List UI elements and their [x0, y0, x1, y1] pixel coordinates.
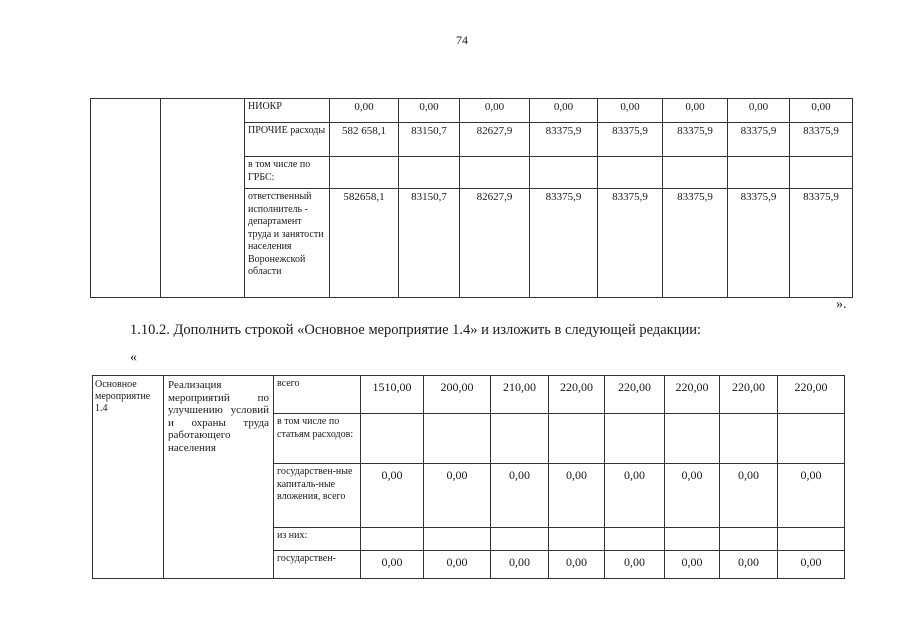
value-cell: 0,00 — [399, 99, 460, 123]
value-cell — [663, 157, 728, 189]
value-cell: 220,00 — [778, 376, 845, 414]
table1-empty-col1 — [91, 99, 161, 298]
row-label: ответственный исполнитель - департамент труда и занятости населения Воронежской области — [245, 189, 330, 298]
value-cell: 0,00 — [549, 551, 605, 579]
value-cell: 0,00 — [728, 99, 790, 123]
table2-row-total — [93, 376, 845, 414]
value-cell — [330, 157, 399, 189]
value-cell: 0,00 — [549, 464, 605, 528]
value-cell: 82627,9 — [460, 189, 530, 298]
value-cell: 83375,9 — [663, 189, 728, 298]
value-cell — [665, 528, 720, 551]
value-cell: 0,00 — [491, 551, 549, 579]
value-cell — [361, 528, 424, 551]
value-cell: 0,00 — [424, 464, 491, 528]
value-cell: 83375,9 — [530, 189, 598, 298]
value-cell — [778, 414, 845, 464]
value-cell — [720, 528, 778, 551]
table2-body — [93, 376, 845, 579]
value-cell: 200,00 — [424, 376, 491, 414]
row-label: в том числе по ГРБС: — [245, 157, 330, 189]
value-cell — [790, 157, 853, 189]
value-cell: 220,00 — [605, 376, 665, 414]
value-cell: 83150,7 — [399, 189, 460, 298]
value-cell: 1510,00 — [361, 376, 424, 414]
value-cell — [665, 414, 720, 464]
row-label: в том числе по статьям расходов: — [274, 414, 361, 464]
value-cell — [728, 157, 790, 189]
value-cell: 582658,1 — [330, 189, 399, 298]
opening-quote: « — [130, 350, 137, 365]
value-cell — [720, 414, 778, 464]
value-cell: 582 658,1 — [330, 123, 399, 157]
value-cell — [778, 528, 845, 551]
value-cell: 0,00 — [361, 464, 424, 528]
value-cell — [361, 414, 424, 464]
measure-1-4-table — [92, 375, 845, 579]
value-cell: 83375,9 — [728, 123, 790, 157]
table1-empty-col2 — [161, 99, 245, 298]
budget-table-continued — [90, 98, 853, 298]
value-cell: 220,00 — [720, 376, 778, 414]
row-label: государствен- — [274, 551, 361, 579]
value-cell — [605, 414, 665, 464]
closing-quote: ». — [836, 297, 847, 312]
value-cell — [491, 528, 549, 551]
value-cell: 82627,9 — [460, 123, 530, 157]
value-cell — [549, 528, 605, 551]
value-cell — [399, 157, 460, 189]
value-cell: 83375,9 — [790, 189, 853, 298]
row-label: НИОКР — [245, 99, 330, 123]
value-cell: 0,00 — [720, 551, 778, 579]
value-cell: 0,00 — [491, 464, 549, 528]
value-cell — [530, 157, 598, 189]
value-cell: 0,00 — [605, 464, 665, 528]
value-cell: 0,00 — [598, 99, 663, 123]
value-cell: 0,00 — [460, 99, 530, 123]
value-cell — [605, 528, 665, 551]
value-cell — [424, 528, 491, 551]
value-cell: 0,00 — [361, 551, 424, 579]
value-cell — [598, 157, 663, 189]
row-label: государствен-ные капиталь-ные вложения, всего — [274, 464, 361, 528]
value-cell: 210,00 — [491, 376, 549, 414]
row-label: ПРОЧИЕ расходы — [245, 123, 330, 157]
value-cell: 83375,9 — [598, 123, 663, 157]
value-cell: 0,00 — [605, 551, 665, 579]
value-cell: 0,00 — [665, 551, 720, 579]
page-number: 74 — [456, 33, 468, 47]
activity-description-cell: Реализация мероприятий по улучшению условий и охраны труда работающего населения — [164, 376, 274, 579]
value-cell: 0,00 — [778, 464, 845, 528]
main-activity-cell: Основное мероприятие 1.4 — [93, 376, 164, 579]
value-cell: 0,00 — [663, 99, 728, 123]
value-cell: 83375,9 — [530, 123, 598, 157]
amendment-paragraph: 1.10.2. Дополнить строкой «Основное мероприятие 1.4» и изложить в следующей редакции: — [130, 322, 701, 338]
value-cell: 0,00 — [790, 99, 853, 123]
value-cell: 0,00 — [720, 464, 778, 528]
value-cell: 83375,9 — [728, 189, 790, 298]
value-cell: 220,00 — [549, 376, 605, 414]
value-cell: 0,00 — [530, 99, 598, 123]
value-cell: 0,00 — [665, 464, 720, 528]
value-cell: 83150,7 — [399, 123, 460, 157]
table1-body — [91, 99, 853, 298]
value-cell — [424, 414, 491, 464]
value-cell: 83375,9 — [790, 123, 853, 157]
value-cell: 220,00 — [665, 376, 720, 414]
row-label: из них: — [274, 528, 361, 551]
row-label: всего — [274, 376, 361, 414]
value-cell — [460, 157, 530, 189]
value-cell: 0,00 — [778, 551, 845, 579]
value-cell: 83375,9 — [663, 123, 728, 157]
value-cell — [491, 414, 549, 464]
value-cell: 0,00 — [330, 99, 399, 123]
value-cell: 83375,9 — [598, 189, 663, 298]
value-cell: 0,00 — [424, 551, 491, 579]
value-cell — [549, 414, 605, 464]
table1-row-niokr — [91, 99, 853, 123]
